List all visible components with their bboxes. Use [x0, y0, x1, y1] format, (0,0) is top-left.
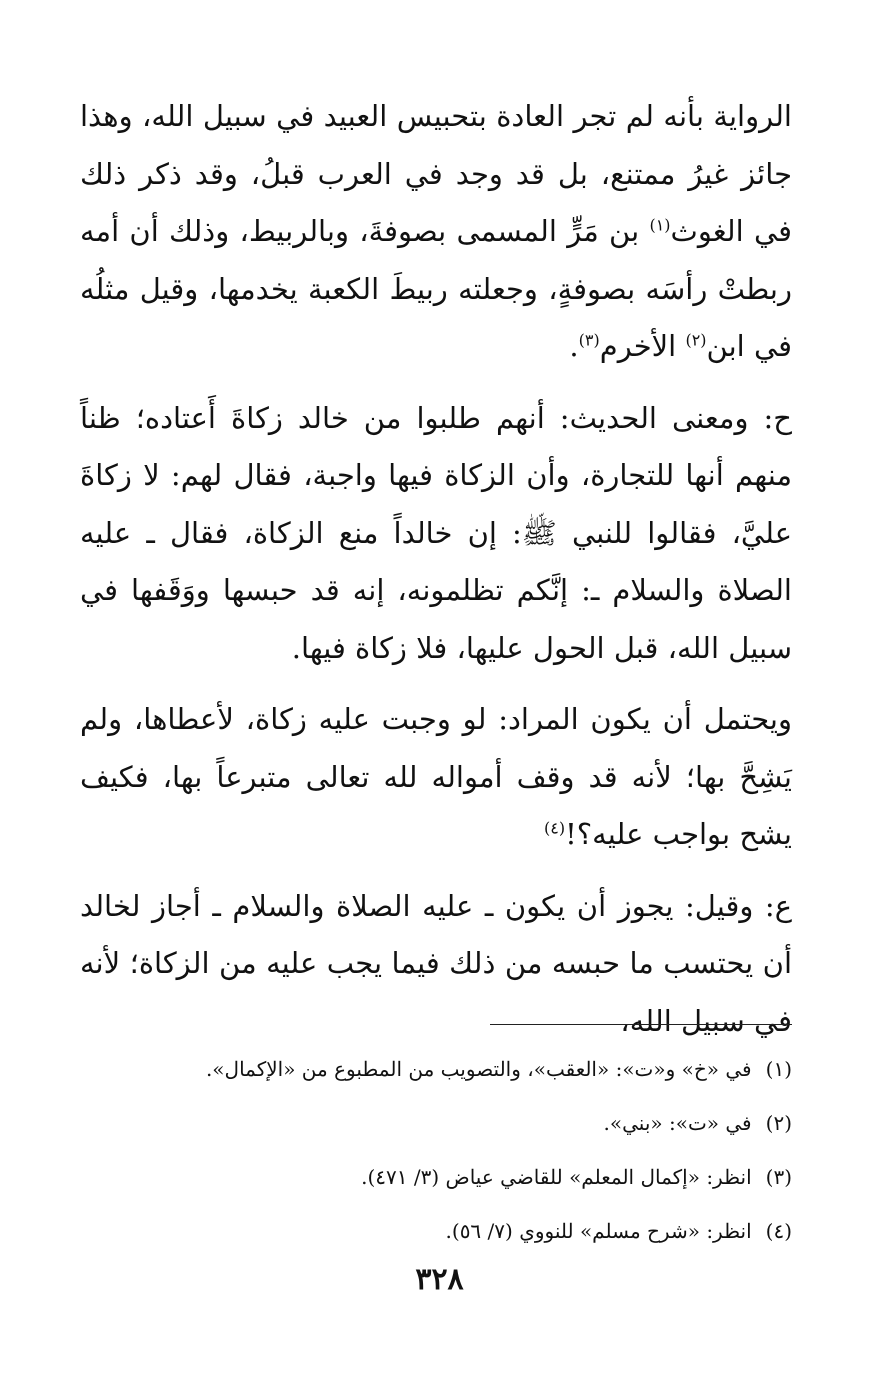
footnote-ref-1[interactable]: (١): [649, 215, 671, 235]
footnote-4: [80, 1204, 792, 1258]
paragraph-1: [80, 88, 792, 376]
footnote-ref-4[interactable]: (٤): [544, 818, 566, 838]
paragraph-4-text: ع: وقيل: يجوز أن يكون ـ عليه الصلاة والسلام ـ أجاز لخالد أن يحتسب ما حبسه من ذلك فيما يجب عليه من الزكاة؛ لأنه في سبيل الله،: [80, 888, 792, 1038]
paragraph-1-text-c: الأخرم: [599, 329, 686, 363]
footnote-number: (٤): [765, 1219, 792, 1243]
page-number: ٣٢٨: [415, 1262, 464, 1297]
paragraph-2-text: ح: ومعنى الحديث: أنهم طلبوا من خالد زكاةَ أَعتاده؛ ظناً منهم أنها للتجارة، وأن الزكاة فيها واجبة، فقال لهم: لا زكاةَ عليَّ، فقالوا للنبي ﷺ: إن خالداً منع الزكاة، فقال ـ عليه الصلاة والسلام ـ: إنَّكم تظلمونه، إنه قد حبسها ووَقَفها في سبيل الله، قبل الحول عليها، فلا زكاة فيها.: [80, 400, 792, 665]
paragraph-1-text-b: بن مَرٍّ المسمى بصوفةَ، وبالربيط، وذلك أن أمه ربطتْ رأسَه بصوفةٍ، وجعلته ربيطَ الكعبة يخدمها، وقيل مثلُه في ابن: [80, 214, 792, 363]
paragraph-3: [80, 691, 792, 864]
paragraph-2: [80, 390, 792, 678]
footnote-number: (٢): [765, 1111, 792, 1135]
footnote-1: [80, 1042, 792, 1096]
paragraph-3-text: ويحتمل أن يكون المراد: لو وجبت عليه زكاة، لأعطاها، ولم يَشِحَّ بها؛ لأنه قد وقف أمواله لله تعالى متبرعاً بها، فكيف يشح بواجب عليه؟!: [80, 702, 793, 851]
footnote-3: [80, 1150, 792, 1204]
footnote-ref-3[interactable]: (٣): [578, 330, 600, 350]
footnote-text: انظر: «إكمال المعلم» للقاضي عياض (٣/ ٤٧١).: [361, 1165, 752, 1189]
footnote-number: (٣): [765, 1165, 792, 1189]
footnote-divider: [490, 1024, 792, 1025]
footnote-2: [80, 1096, 792, 1150]
footnote-text: في «ت»: «بني».: [603, 1111, 752, 1135]
footnote-text: في «خ» و«ت»: «العقب»، والتصويب من المطبوع من «الإكمال».: [205, 1057, 752, 1081]
footnotes-section: [80, 1042, 792, 1258]
footnote-ref-2[interactable]: (٢): [685, 330, 707, 350]
footnote-number: (١): [765, 1057, 792, 1081]
paragraph-1-text-d: .: [569, 329, 579, 363]
footnote-text: انظر: «شرح مسلم» للنووي (٧/ ٥٦).: [445, 1219, 752, 1243]
paragraph-1-text-a: الرواية بأنه لم تجر العادة بتحبيس العبيد في سبيل الله، وهذا جائز غيرُ ممتنع، بل قد وجد في العرب قبلُ، وقد ذكر ذلك في الغوث: [80, 99, 793, 248]
main-text: [80, 88, 792, 1050]
